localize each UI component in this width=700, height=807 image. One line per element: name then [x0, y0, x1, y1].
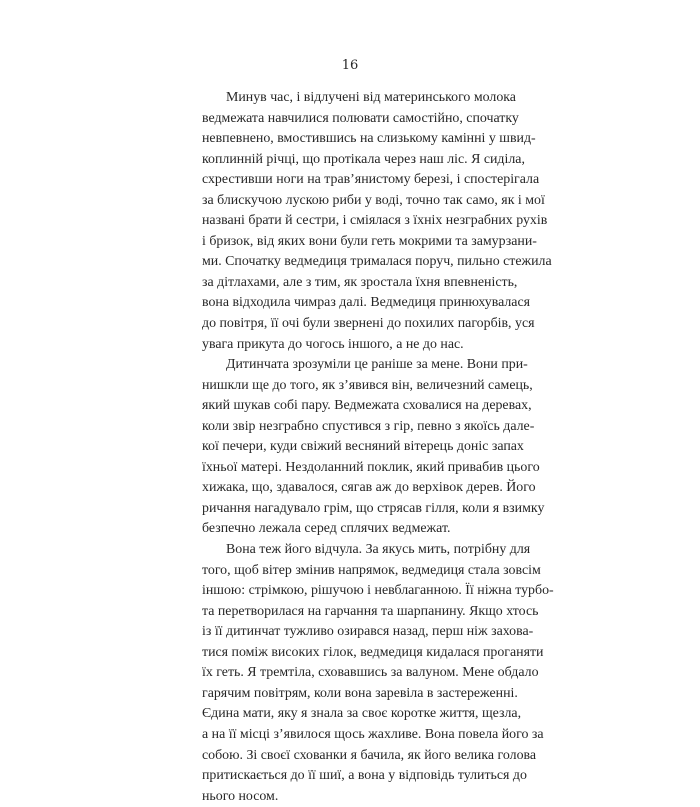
- text-line: вона відходила чимраз далі. Ведмедиця принюхувалася: [202, 295, 531, 311]
- paragraph-3: [202, 540, 554, 807]
- text-line: ми. Спочатку ведмедиця трималася поруч, пильно стежила: [202, 254, 552, 270]
- text-line: Минув час, і відлучені від материнського молока: [226, 90, 516, 105]
- text-line: їхньої матері. Нездоланний поклик, який привабив цього: [202, 459, 540, 475]
- text-line: а на її місці з’явилося щось жахливе. Вона повела його за: [202, 726, 544, 742]
- paragraph-2: [202, 355, 545, 540]
- text-line: собою. Зі своєї схованки я бачила, як його велика голова: [202, 747, 537, 763]
- text-line: іншою: стрімкою, рішучою і невблаганною. Її ніжна турбо-: [202, 583, 554, 599]
- text-line: до повітря, її очі були звернені до похилих пагорбів, уся: [202, 316, 535, 332]
- text-line: безпечно лежала серед сплячих ведмежат.: [202, 521, 451, 537]
- text-line: коли звір незграбно спустився з гір, певно з якоїсь дале-: [202, 418, 535, 434]
- text-line: із її дитинчат тужливо озирався назад, перш ніж захова-: [202, 624, 534, 640]
- text-line: Вона теж його відчула. За якусь мить, потрібну для: [226, 542, 531, 558]
- text-line: гарячим повітрям, коли вона заревіла в застереженні.: [202, 685, 518, 701]
- text-line: та перетворилася на гарчання та шарпанину. Якщо хтось: [202, 603, 539, 619]
- text-line: притискається до її шиї, а вона у відповідь тулиться до: [202, 768, 527, 784]
- text-line: за блискучою лускою риби у воді, точно так само, як і мої: [202, 192, 545, 208]
- text-line: їх геть. Я тремтіла, сховавшись за валуном. Мене обдало: [202, 665, 539, 681]
- text-line: тися поміж високих гілок, ведмедиця кидалася проганяти: [202, 644, 544, 660]
- text-line: того, щоб вітер змінив напрямок, ведмедиця стала зовсім: [202, 562, 541, 578]
- text-line: нишкли ще до того, як з’явився він, величезний самець,: [202, 377, 533, 393]
- body-text: [202, 88, 554, 807]
- text-line: хижака, що, здавалося, сягав аж до верхівок дерев. Його: [202, 480, 536, 496]
- text-line: і бризок, від яких вони були геть мокрими та замурзани-: [202, 233, 537, 249]
- text-line: Єдина мати, яку я знала за своє коротке життя, щезла,: [202, 706, 522, 722]
- text-line: за дітлахами, але з тим, як зростала їхня впевненість,: [202, 274, 518, 290]
- text-line: нього носом.: [202, 788, 279, 804]
- text-line: який шукав собі пару. Ведмежата сховалися на деревах,: [202, 398, 532, 414]
- text-line: Дитинчата зрозуміли це раніше за мене. Вони при-: [226, 357, 528, 373]
- text-line: названі брати й сестри, і сміялася з їхніх незграбних рухів: [202, 213, 548, 229]
- text-line: ричання нагадувало грім, що стрясав гілля, коли я взимку: [202, 500, 545, 516]
- text-line: коплинній річці, що протікала через наш ліс. Я сиділа,: [202, 151, 525, 167]
- text-line: увага прикута до чогось іншого, а не до нас.: [202, 336, 464, 352]
- text-line: невпевнено, вмостившись на слизькому камінні у швид-: [202, 131, 536, 147]
- page-number: 16: [341, 58, 359, 73]
- text-line: схрестивши ноги на трав’янистому березі, і спостерігала: [202, 172, 540, 188]
- text-line: ведмежата навчилися полювати самостійно, спочатку: [202, 110, 519, 126]
- paragraph-1: [202, 88, 552, 355]
- text-line: кої печери, куди свіжий весняний вітерець доніс запах: [202, 439, 524, 455]
